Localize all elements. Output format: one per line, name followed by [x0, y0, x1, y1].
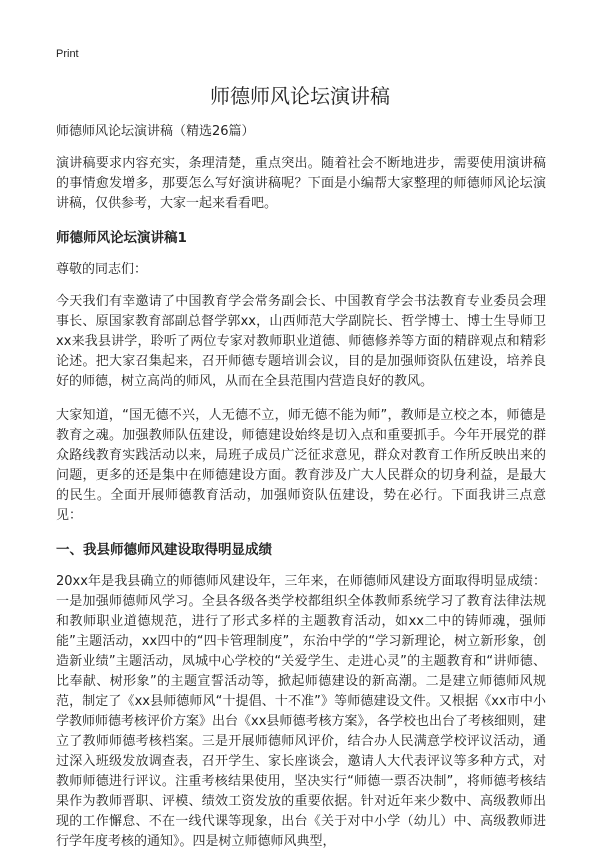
greeting: 尊敬的同志们： [56, 262, 148, 277]
document-body [56, 122, 546, 866]
body-paragraph-2: 大家知道，“国无德不兴，人无德不立，师无德不能为师”，教师是立校之本，师德是教育之魂。加强教师队伍建设，师德建设始终是切入点和重要抓手。今年开展党的群众路线教育实践活动以来，局班子成员广泛征求意见，群众对教育工作所反映出来的问题，更多的还是集中在师德建设方面。教育涉及广大人民群众的切身利益，是最大的民生。全面开展师德教育活动，加强师资队伍建设，势在必行。下面我讲三点意见： [56, 408, 546, 523]
doc-subtitle: 师德师风论坛演讲稿（精选26篇） [56, 124, 255, 139]
body-paragraph-1: 今天我们有幸邀请了中国教育学会常务副会长、中国教育学会书法教育专业委员会理事长、原国家教育部副总督学郭xx，山西师范大学副院长、哲学博士、博士生导师卫xx来我县讲学，聆听了两位专家对教师职业道德、师德修养等方面的精辟观点和精彩论述。把大家召集起来，召开师德专题培训会议，目的是加强师资队伍建设，培养良好的师德，树立高尚的师风，从而在全县范围内营造良好的教风。 [56, 294, 546, 389]
section-heading-2: 一、我县师德师风建设取得明显成绩 [56, 542, 272, 558]
print-label: Print [56, 48, 79, 60]
intro-paragraph: 演讲稿要求内容充实，条理清楚，重点突出。随着社会不断地进步，需要使用演讲稿的事情愈发增多，那要怎么写好演讲稿呢？下面是小编帮大家整理的师德师风论坛演讲稿，仅供参考，大家一起来看看吧。 [56, 156, 546, 211]
body-paragraph-3: 20xx年是我县确立的师德师风建设年，三年来，在师德师风建设方面取得明显成绩：一是加强师德师风学习。全县各级各类学校都组织全体教师系统学习了教育法律法规和教师职业道德规范，进行了形式多样的主题教育活动，如xx二中的铸师魂，强师能”主题活动，xx四中的“四卡管理制度”，东治中学的“学习新理论，树立新形象，创造新业绩”主题活动，凤城中心学校的“关爱学生、走进心灵”的主题教育和“讲师德、比奉献、树形象”的主题宣誓活动等，掀起师德建设的新高潮。二是建立师德师风规范，制定了《xx县师德师风“十提倡、十不准”》等师德建设文件。又根据《xx市中小学教师师德考核评价方案》出台《xx县师德考核方案》，各学校也出台了考核细则，建立了教师师德考核档案。三是开展师德师风评价，结合办人民满意学校评议活动，通过深入班级发放调查表，召开学生、家长座谈会，邀请人大代表评议等多种方式，对教师师德进行评议。注重考核结果使用，坚决实行“师德一票否决制”，将师德考核结果作为教师晋职、评模、绩效工资发放的重要依据。针对近年来少数中、高级教师出现的工作懈怠、不在一线代课等现象，出台《关于对中小学（幼儿）中、高级教师进行学年度考核的通知》。四是树立师德师风典型， [56, 574, 546, 849]
section-heading-1: 师德师风论坛演讲稿1 [56, 230, 187, 246]
page-title: 师德师风论坛演讲稿 [210, 84, 390, 108]
